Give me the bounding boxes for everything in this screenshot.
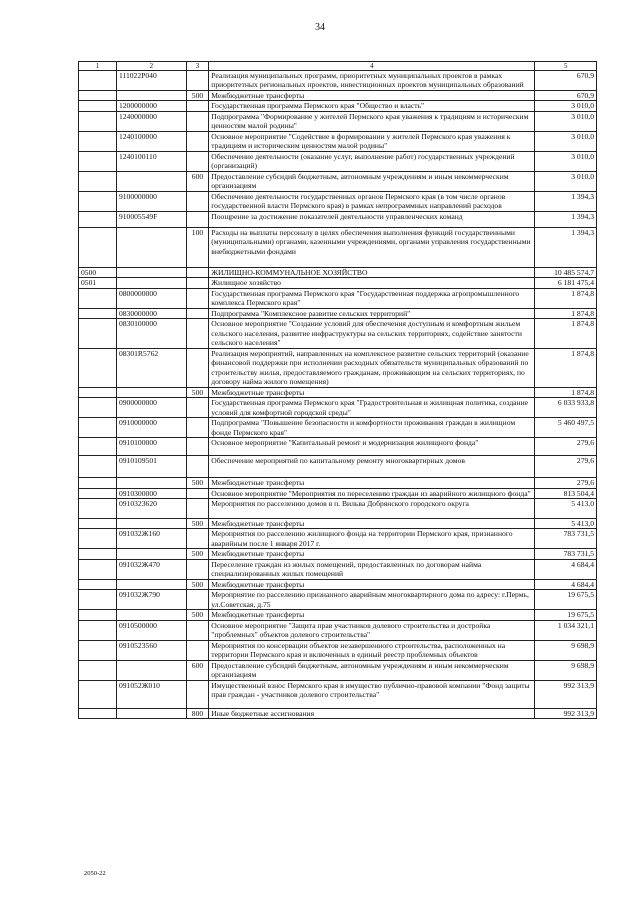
expense-type-cell bbox=[186, 278, 209, 288]
amount-cell: 813 504,4 bbox=[535, 488, 597, 498]
target-article-cell: 0830100000 bbox=[116, 319, 186, 348]
item-name-cell: Государственная программа Пермского края "Общество и власть" bbox=[209, 101, 535, 111]
section-code-cell bbox=[79, 456, 117, 478]
item-name-cell: Предоставление субсидий бюджетным, автономным учреждениям и иным некоммерческим организациям bbox=[209, 660, 535, 680]
amount-cell: 279,6 bbox=[535, 478, 597, 488]
amount-cell: 992 313,9 bbox=[535, 708, 597, 718]
amount-cell: 279,6 bbox=[535, 438, 597, 456]
column-header: 1 bbox=[79, 62, 117, 71]
item-name-cell: Межбюджетные трансферты bbox=[209, 478, 535, 488]
target-article-cell bbox=[116, 610, 186, 620]
table-row bbox=[79, 90, 597, 100]
target-article-cell bbox=[116, 387, 186, 397]
target-article-cell: 08301R5762 bbox=[116, 348, 186, 387]
amount-cell: 1 874,8 bbox=[535, 319, 597, 348]
expense-type-cell: 500 bbox=[186, 579, 209, 589]
expense-type-cell bbox=[186, 438, 209, 456]
target-article-cell: 910005549F bbox=[116, 211, 186, 227]
section-code-cell bbox=[79, 529, 117, 549]
table-row bbox=[79, 211, 597, 227]
item-name-cell: Государственная программа Пермского края "Градостроительная и жилищная политика, создание условий для комфортной городской среды" bbox=[209, 398, 535, 418]
amount-cell: 5 413,0 bbox=[535, 498, 597, 518]
item-name-cell: Обеспечение деятельности (оказание услуг, выполнение работ) государственных учреждений (организаций) bbox=[209, 151, 535, 171]
expense-type-cell bbox=[186, 456, 209, 478]
table-row bbox=[79, 590, 597, 610]
item-name-cell: Переселение граждан из жилых помещений, предоставленных по договорам найма специализированных жилых помещений bbox=[209, 559, 535, 579]
target-article-cell: 0910100000 bbox=[116, 438, 186, 456]
expense-type-cell: 800 bbox=[186, 708, 209, 718]
table-row bbox=[79, 151, 597, 171]
expense-type-cell: 500 bbox=[186, 610, 209, 620]
table-row bbox=[79, 278, 597, 288]
section-code-cell bbox=[79, 579, 117, 589]
expense-type-cell bbox=[186, 211, 209, 227]
target-article-cell: 091032Ж790 bbox=[116, 590, 186, 610]
table-row bbox=[79, 529, 597, 549]
amount-cell: 279,6 bbox=[535, 456, 597, 478]
amount-cell: 5 460 497,5 bbox=[535, 418, 597, 438]
table-row bbox=[79, 579, 597, 589]
column-header: 5 bbox=[535, 62, 597, 71]
target-article-cell: 1240100110 bbox=[116, 151, 186, 171]
amount-cell: 19 675,5 bbox=[535, 590, 597, 610]
section-code-cell bbox=[79, 211, 117, 227]
table-row bbox=[79, 620, 597, 640]
section-code-cell bbox=[79, 418, 117, 438]
amount-cell: 6 033 933,8 bbox=[535, 398, 597, 418]
section-code-cell bbox=[79, 111, 117, 131]
target-article-cell: 0910300000 bbox=[116, 488, 186, 498]
target-article-cell: 0830000000 bbox=[116, 308, 186, 318]
expense-type-cell: 500 bbox=[186, 549, 209, 559]
item-name-cell: Поощрение за достижение показателей деятельности управленческих команд bbox=[209, 211, 535, 227]
table-row bbox=[79, 708, 597, 718]
amount-cell: 4 684,4 bbox=[535, 559, 597, 579]
expense-type-cell: 100 bbox=[186, 227, 209, 267]
table-row bbox=[79, 418, 597, 438]
target-article-cell: 091032Ж470 bbox=[116, 559, 186, 579]
target-article-cell bbox=[116, 708, 186, 718]
amount-cell: 1 394,3 bbox=[535, 191, 597, 211]
amount-cell: 5 413,0 bbox=[535, 518, 597, 528]
target-article-cell bbox=[116, 660, 186, 680]
table-row bbox=[79, 131, 597, 151]
document-code: 2050-22 bbox=[84, 870, 106, 877]
expense-type-cell bbox=[186, 498, 209, 518]
section-code-cell bbox=[79, 660, 117, 680]
table-body bbox=[79, 71, 597, 719]
expense-type-cell bbox=[186, 620, 209, 640]
amount-cell: 783 731,5 bbox=[535, 549, 597, 559]
amount-cell: 783 731,5 bbox=[535, 529, 597, 549]
section-code-cell bbox=[79, 590, 117, 610]
target-article-cell: 0900000000 bbox=[116, 398, 186, 418]
item-name-cell: Основное мероприятие "Содействие в формировании у жителей Пермского края уважения к традициям и историческим ценностям малой родины" bbox=[209, 131, 535, 151]
amount-cell: 4 684,4 bbox=[535, 579, 597, 589]
target-article-cell: 0910000000 bbox=[116, 418, 186, 438]
expense-type-cell bbox=[186, 680, 209, 708]
section-code-cell bbox=[79, 348, 117, 387]
expense-type-cell bbox=[186, 398, 209, 418]
amount-cell: 6 181 475,4 bbox=[535, 278, 597, 288]
table-row bbox=[79, 680, 597, 708]
section-code-cell bbox=[79, 610, 117, 620]
expense-type-cell bbox=[186, 101, 209, 111]
table-row bbox=[79, 549, 597, 559]
expense-type-cell bbox=[186, 288, 209, 308]
item-name-cell: Мероприятия по расселению жилищного фонда на территории Пермского края, признанного аварийным после 1 января 2017 г. bbox=[209, 529, 535, 549]
section-code-cell bbox=[79, 498, 117, 518]
item-name-cell: Основное мероприятие "Защита прав участников долевого строительства и достройка "проблемных" объектов долевого строительства" bbox=[209, 620, 535, 640]
section-code-cell bbox=[79, 488, 117, 498]
amount-cell: 1 034 321,1 bbox=[535, 620, 597, 640]
section-code-cell bbox=[79, 620, 117, 640]
column-header: 4 bbox=[209, 62, 535, 71]
item-name-cell: Мероприятие по расселению признанного аварийным многоквартирного дома по адресу: г.Пермь, ул.Советская, д.75 bbox=[209, 590, 535, 610]
expense-type-cell: 500 bbox=[186, 478, 209, 488]
table-row bbox=[79, 71, 597, 91]
section-code-cell bbox=[79, 171, 117, 191]
amount-cell: 3 010,0 bbox=[535, 101, 597, 111]
item-name-cell: Подпрограмма "Повышение безопасности и комфортности проживания граждан в жилищном фонде Пермского края" bbox=[209, 418, 535, 438]
expense-type-cell: 600 bbox=[186, 171, 209, 191]
target-article-cell: 0910523560 bbox=[116, 640, 186, 660]
amount-cell: 3 010,0 bbox=[535, 171, 597, 191]
section-code-cell bbox=[79, 559, 117, 579]
table-row bbox=[79, 308, 597, 318]
amount-cell: 9 698,9 bbox=[535, 640, 597, 660]
amount-cell: 1 394,3 bbox=[535, 227, 597, 267]
amount-cell: 3 010,0 bbox=[535, 111, 597, 131]
section-code-cell bbox=[79, 680, 117, 708]
section-code-cell bbox=[79, 227, 117, 267]
table-row bbox=[79, 348, 597, 387]
item-name-cell: Имущественный взнос Пермского края в имущество публично-правовой компании "Фонд защиты прав граждан - участников долевого строительства" bbox=[209, 680, 535, 708]
table-row bbox=[79, 101, 597, 111]
section-code-cell bbox=[79, 640, 117, 660]
target-article-cell bbox=[116, 549, 186, 559]
expense-type-cell bbox=[186, 191, 209, 211]
amount-cell: 670,9 bbox=[535, 71, 597, 91]
expense-type-cell bbox=[186, 131, 209, 151]
page-number: 34 bbox=[315, 22, 325, 33]
target-article-cell: 091052Ж010 bbox=[116, 680, 186, 708]
table-row bbox=[79, 288, 597, 308]
table-row bbox=[79, 660, 597, 680]
expense-type-cell bbox=[186, 71, 209, 91]
column-header: 2 bbox=[116, 62, 186, 71]
table-row bbox=[79, 518, 597, 528]
amount-cell: 1 874,8 bbox=[535, 348, 597, 387]
target-article-cell: 111022P040 bbox=[116, 71, 186, 91]
item-name-cell: Межбюджетные трансферты bbox=[209, 387, 535, 397]
amount-cell: 992 313,9 bbox=[535, 680, 597, 708]
section-code-cell bbox=[79, 151, 117, 171]
item-name-cell: Межбюджетные трансферты bbox=[209, 579, 535, 589]
section-code-cell bbox=[79, 319, 117, 348]
amount-cell: 1 874,8 bbox=[535, 387, 597, 397]
target-article-cell: 091032Ж160 bbox=[116, 529, 186, 549]
expense-type-cell bbox=[186, 267, 209, 277]
table-row bbox=[79, 438, 597, 456]
section-code-cell bbox=[79, 71, 117, 91]
item-name-cell: Основное мероприятие "Мероприятия по переселению граждан из аварийного жилищного фонда" bbox=[209, 488, 535, 498]
section-code-cell bbox=[79, 131, 117, 151]
expense-type-cell: 500 bbox=[186, 518, 209, 528]
table-row bbox=[79, 610, 597, 620]
table-row bbox=[79, 267, 597, 277]
column-header: 3 bbox=[186, 62, 209, 71]
amount-cell: 3 010,0 bbox=[535, 151, 597, 171]
item-name-cell: Реализация мероприятий, направленных на комплексное развитие сельских территорий (оказание финансовой поддержки при исполнении расходных обязательств муниципальных образований по строительству жилья, предоставляемого гражданам, проживающим на сельских территориях, по договору найма жилого помещения) bbox=[209, 348, 535, 387]
expense-type-cell bbox=[186, 319, 209, 348]
table-row bbox=[79, 387, 597, 397]
expense-type-cell bbox=[186, 308, 209, 318]
amount-cell: 1 874,8 bbox=[535, 308, 597, 318]
table-row bbox=[79, 191, 597, 211]
item-name-cell: Подпрограмма "Формирование у жителей Пермского края уважения к традициям и историческим ценностям малой родины" bbox=[209, 111, 535, 131]
item-name-cell: Реализация муниципальных программ, приоритетных муниципальных проектов в рамках приоритетных региональных проектов, инвестиционных проектов муниципальных образований bbox=[209, 71, 535, 91]
item-name-cell: Межбюджетные трансферты bbox=[209, 549, 535, 559]
table-row bbox=[79, 640, 597, 660]
item-name-cell: Предоставление субсидий бюджетным, автономным учреждениям и иным некоммерческим организациям bbox=[209, 171, 535, 191]
target-article-cell bbox=[116, 579, 186, 589]
target-article-cell: 1200000000 bbox=[116, 101, 186, 111]
item-name-cell: Обеспечение деятельности государственных органов Пермского края (в том числе органов государственной власти Пермского края) в рамках непрограммных направлений расходов bbox=[209, 191, 535, 211]
expense-type-cell bbox=[186, 151, 209, 171]
item-name-cell: Основное мероприятие "Создание условий для обеспечения доступным и комфортным жильем сельского населения, развитие инфраструктуры на сельских территориях, содействие занятости сельского населения" bbox=[209, 319, 535, 348]
target-article-cell: 0910323620 bbox=[116, 498, 186, 518]
table-row bbox=[79, 498, 597, 518]
table-row bbox=[79, 478, 597, 488]
target-article-cell bbox=[116, 278, 186, 288]
item-name-cell: Подпрограмма "Комплексное развитие сельских территорий" bbox=[209, 308, 535, 318]
target-article-cell: 0800000000 bbox=[116, 288, 186, 308]
section-code-cell bbox=[79, 90, 117, 100]
target-article-cell bbox=[116, 267, 186, 277]
expense-type-cell bbox=[186, 488, 209, 498]
table-row bbox=[79, 559, 597, 579]
item-name-cell: Межбюджетные трансферты bbox=[209, 518, 535, 528]
section-code-cell bbox=[79, 288, 117, 308]
expense-type-cell bbox=[186, 590, 209, 610]
table-row bbox=[79, 456, 597, 478]
target-article-cell: 0910109501 bbox=[116, 456, 186, 478]
item-name-cell: Обеспечение мероприятий по капитальному ремонту многоквартирных домов bbox=[209, 456, 535, 478]
section-code-cell bbox=[79, 518, 117, 528]
amount-cell: 1 394,3 bbox=[535, 211, 597, 227]
item-name-cell: Иные бюджетные ассигнования bbox=[209, 708, 535, 718]
table-row bbox=[79, 227, 597, 267]
section-code-cell bbox=[79, 101, 117, 111]
amount-cell: 670,9 bbox=[535, 90, 597, 100]
section-code-cell bbox=[79, 308, 117, 318]
amount-cell: 1 874,8 bbox=[535, 288, 597, 308]
section-code-cell bbox=[79, 708, 117, 718]
target-article-cell: 1240100000 bbox=[116, 131, 186, 151]
section-code-cell bbox=[79, 478, 117, 488]
section-code-cell bbox=[79, 398, 117, 418]
target-article-cell: 1240000000 bbox=[116, 111, 186, 131]
item-name-cell: Жилищное хозяйство bbox=[209, 278, 535, 288]
amount-cell: 19 675,5 bbox=[535, 610, 597, 620]
expense-type-cell: 600 bbox=[186, 660, 209, 680]
item-name-cell: Межбюджетные трансферты bbox=[209, 610, 535, 620]
expense-type-cell bbox=[186, 348, 209, 387]
target-article-cell: 9100000000 bbox=[116, 191, 186, 211]
item-name-cell: Государственная программа Пермского края "Государственная поддержка агропромышленного комплекса Пермского края" bbox=[209, 288, 535, 308]
target-article-cell bbox=[116, 227, 186, 267]
table-row bbox=[79, 488, 597, 498]
item-name-cell: Расходы на выплаты персоналу в целях обеспечения выполнения функций государственными (муниципальными) органами, казенными учреждениями, органами управления государственными внебюджетными фондами bbox=[209, 227, 535, 267]
target-article-cell bbox=[116, 518, 186, 528]
target-article-cell bbox=[116, 478, 186, 488]
table-header-row bbox=[79, 62, 597, 71]
expense-type-cell bbox=[186, 640, 209, 660]
expense-type-cell bbox=[186, 559, 209, 579]
section-code-cell: 0500 bbox=[79, 267, 117, 277]
item-name-cell: ЖИЛИЩНО-КОММУНАЛЬНОЕ ХОЗЯЙСТВО bbox=[209, 267, 535, 277]
expense-type-cell bbox=[186, 418, 209, 438]
item-name-cell: Мероприятия по расселению домов в п. Вильва Добрянского городского округа bbox=[209, 498, 535, 518]
expense-type-cell: 500 bbox=[186, 90, 209, 100]
expense-type-cell bbox=[186, 111, 209, 131]
section-code-cell bbox=[79, 191, 117, 211]
target-article-cell: 0910500000 bbox=[116, 620, 186, 640]
section-code-cell bbox=[79, 549, 117, 559]
table-row bbox=[79, 171, 597, 191]
table-row bbox=[79, 319, 597, 348]
table-row bbox=[79, 398, 597, 418]
expense-type-cell bbox=[186, 529, 209, 549]
section-code-cell: 0501 bbox=[79, 278, 117, 288]
target-article-cell bbox=[116, 90, 186, 100]
amount-cell: 3 010,0 bbox=[535, 131, 597, 151]
item-name-cell: Мероприятия по консервации объектов незавершенного строительства, расположенных на территории Пермского края и включенных в единый реестр проблемных объектов bbox=[209, 640, 535, 660]
item-name-cell: Основное мероприятие "Капитальный ремонт и модернизация жилищного фонда" bbox=[209, 438, 535, 456]
budget-table bbox=[78, 61, 597, 719]
amount-cell: 10 485 574,7 bbox=[535, 267, 597, 277]
table-row bbox=[79, 111, 597, 131]
item-name-cell: Межбюджетные трансферты bbox=[209, 90, 535, 100]
section-code-cell bbox=[79, 438, 117, 456]
section-code-cell bbox=[79, 387, 117, 397]
target-article-cell bbox=[116, 171, 186, 191]
amount-cell: 9 698,9 bbox=[535, 660, 597, 680]
expense-type-cell: 500 bbox=[186, 387, 209, 397]
